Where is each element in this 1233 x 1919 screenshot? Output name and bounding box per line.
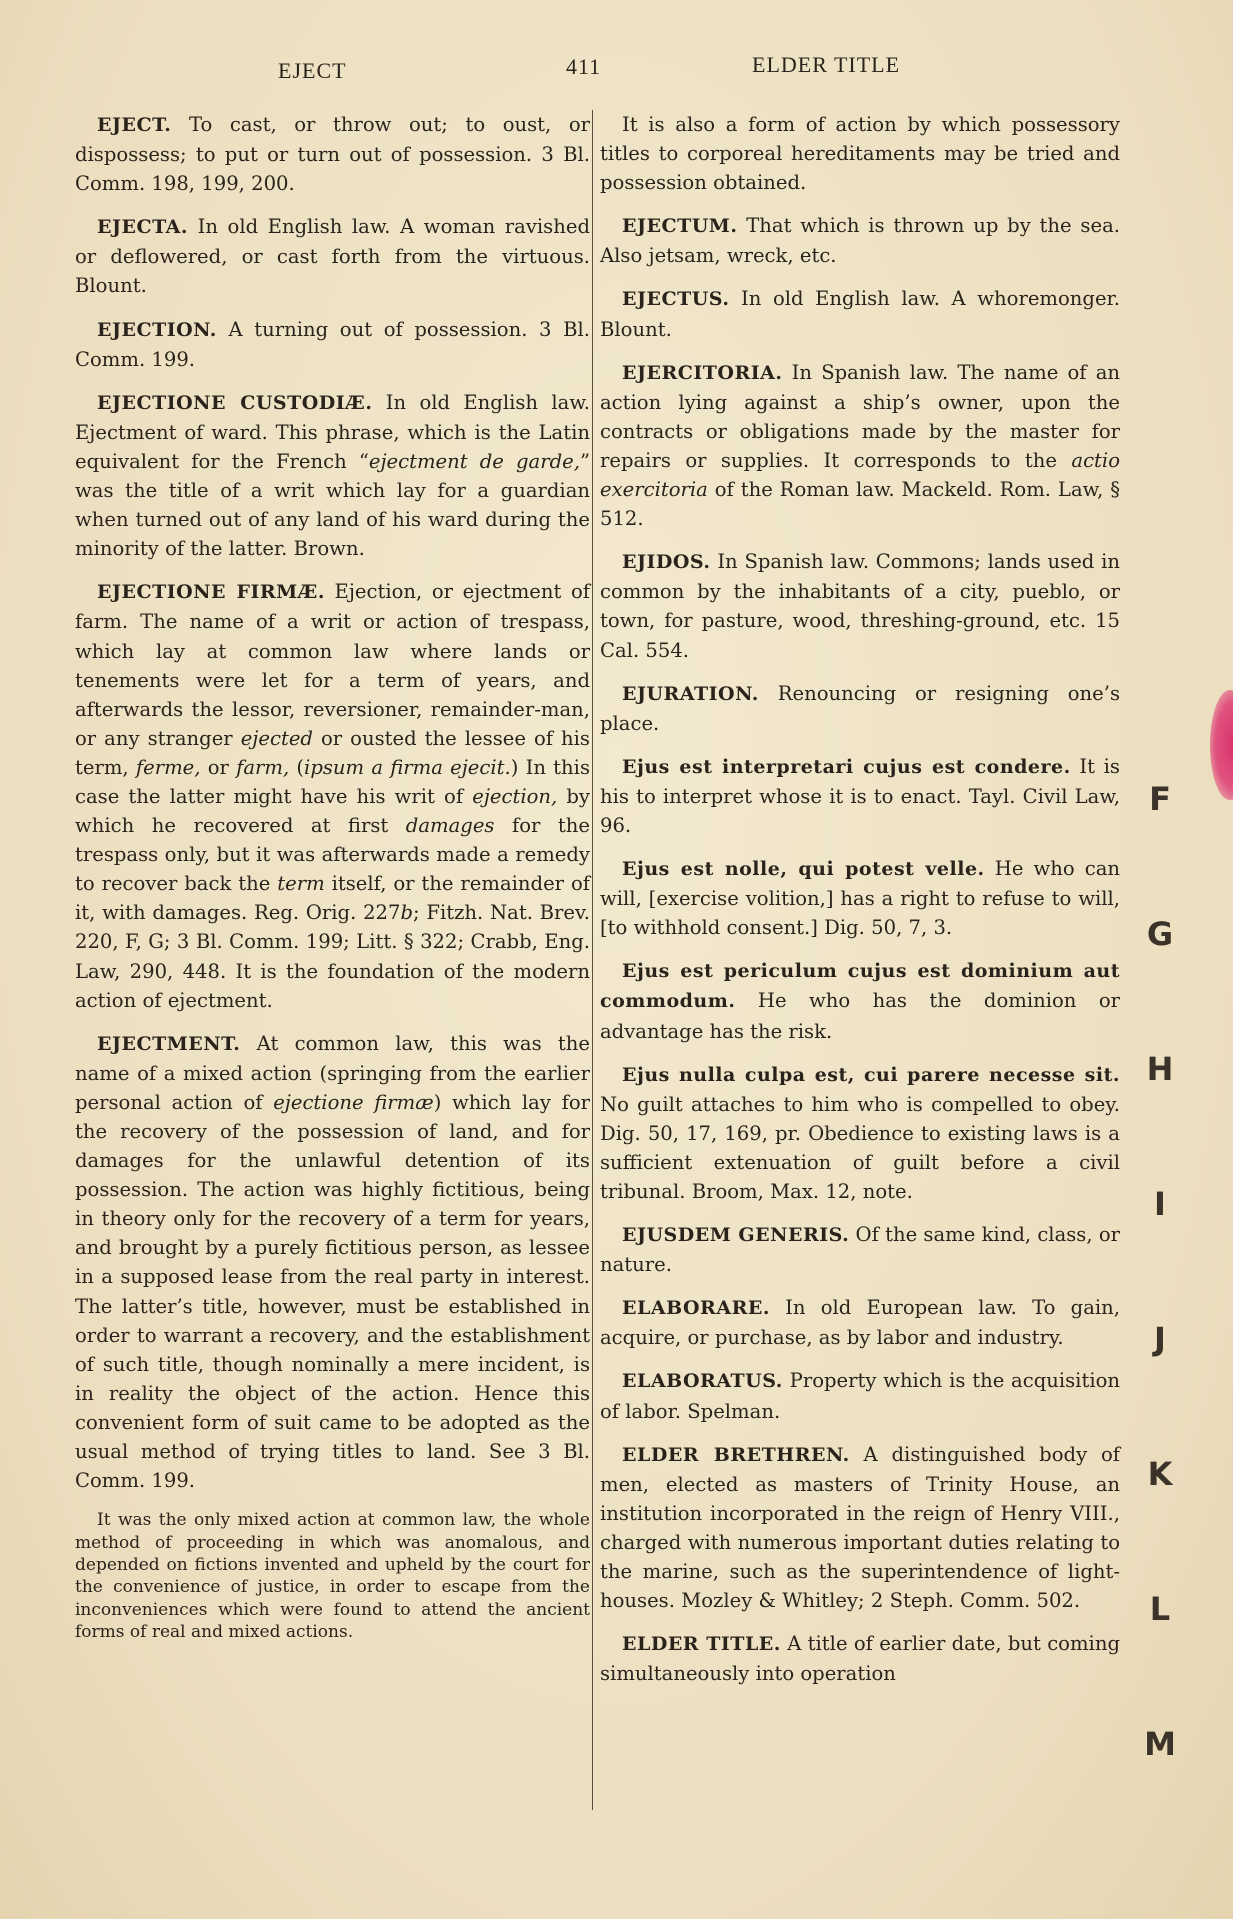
entry-italic-text: damages	[405, 814, 495, 838]
entry-text: In old English law. Ejectment of ward. This phrase, which is the Latin equivalent for the French “	[75, 390, 590, 473]
entry-headword: EJECTA.	[97, 216, 189, 239]
dictionary-entry	[600, 547, 1120, 664]
entry-text: It is his to interpret whose it is to enact. Tayl. Civil Law, 96.	[600, 754, 1120, 837]
entry-headword: EJECTUS.	[622, 288, 730, 311]
entry-text: That which is thrown up by the sea. Also jetsam, wreck, etc.	[600, 214, 1120, 268]
dictionary-entry	[600, 1060, 1120, 1206]
dictionary-entry	[600, 1629, 1120, 1688]
entry-headword: Ejus est interpretari cujus est condere.	[622, 755, 1071, 778]
entry-headword: EJECT.	[97, 114, 172, 136]
entry-text: A title of earlier date, but coming simultaneously into operation	[600, 1632, 1120, 1686]
dictionary-entry	[600, 1220, 1120, 1279]
dictionary-entry	[75, 1029, 590, 1496]
dictionary-entry	[600, 1293, 1120, 1352]
entry-text: of the Roman law. Mackeld. Rom. Law, § 512.	[600, 478, 1120, 531]
entry-italic-text: term	[277, 872, 325, 896]
entry-text: (	[289, 755, 305, 779]
entry-italic-text: ejection,	[472, 784, 558, 808]
entry-text: In Spanish law. The name of an action lying against a ship’s owner, upon the contracts or obligations made by the master for repairs or supplies. It corresponds to the	[600, 360, 1120, 472]
left-column	[75, 110, 590, 1644]
entry-text: He who has the dominion or advantage has the risk.	[600, 989, 1120, 1043]
entry-text: itself, or the remainder of it, with damages. Reg. Orig. 227	[75, 872, 590, 925]
entry-headword: EJERCITORIA.	[622, 361, 783, 384]
dictionary-entry	[600, 284, 1120, 343]
ejectment-note: It was the only mixed action at common law, the whole method of proceeding in which was anomalous, and depended on fictions invented and upheld by the court for the convenience of justice, in order to escape from the inconveniences which were found to attend the ancient forms of real and mixed actions.	[75, 1510, 590, 1643]
entry-italic-text: actio exercitoria	[600, 448, 1120, 502]
header-right-guideword: ELDER TITLE	[752, 52, 901, 77]
dictionary-entry	[75, 212, 590, 300]
entry-headword: Ejus est nolle, qui potest velle.	[622, 858, 985, 881]
entry-headword: ELDER BRETHREN.	[622, 1443, 850, 1466]
ink-stain	[1210, 690, 1233, 800]
running-header	[0, 52, 1233, 82]
entry-text: or	[200, 755, 237, 779]
entry-text: No guilt attaches to him who is compelled to obey. Dig. 50, 17, 169, pr. Obedience to existing laws is a sufficient extenuation of guilt before a civil tribunal. Broom, Max. 12, note.	[600, 1092, 1120, 1203]
dictionary-entry	[600, 854, 1120, 942]
entry-text: for the trespass only, but it was afterwards made a remedy to recover back the	[75, 814, 590, 896]
entry-text: At common law, this was the name of a mixed action (springing from the earlier personal action of	[75, 1031, 590, 1114]
entry-text: Property which is the acquisition of labor. Spelman.	[600, 1369, 1120, 1423]
thumb-index-letter: M	[1144, 1725, 1176, 1763]
entry-italic-text: b	[400, 901, 414, 925]
entry-headword: EJECTIONE FIRMÆ.	[97, 581, 325, 604]
entry-headword: EJECTMENT.	[97, 1032, 241, 1055]
entry-headword: EJURATION.	[622, 682, 759, 705]
dictionary-entry	[600, 358, 1120, 534]
entry-italic-text: ejected	[240, 726, 313, 750]
column-divider	[592, 110, 593, 1810]
entry-italic-text: ejectment de garde,	[368, 449, 580, 473]
entry-text: Of the same kind, class, or nature.	[600, 1223, 1121, 1277]
dictionary-entry	[600, 956, 1120, 1045]
entry-text: ” was the title of a writ which lay for a guardian when turned out of any land of his ward during the minority of the latter. Brown.	[75, 449, 590, 561]
thumb-index-letter: L	[1149, 1590, 1171, 1628]
entry-headword: EJUSDEM GENERIS.	[622, 1224, 850, 1247]
entry-text: In old English law. A woman ravished or deflowered, or cast forth from the virtuous. Blount.	[75, 215, 590, 298]
thumb-index-letter: I	[1154, 1185, 1166, 1223]
entry-text: In old European law. To gain, acquire, or purchase, as by labor and industry.	[600, 1296, 1120, 1350]
dictionary-entry	[75, 388, 590, 564]
thumb-index-letter: J	[1154, 1320, 1166, 1358]
dictionary-entry	[600, 211, 1120, 270]
entry-headword: EJECTUM.	[622, 215, 738, 238]
thumb-index-letter: G	[1146, 915, 1174, 953]
entry-italic-text: ferme,	[135, 755, 201, 779]
entry-text: ) In this case the latter might have his writ of	[75, 755, 590, 808]
entry-text: A turning out of possession. 3 Bl. Comm. 199.	[75, 317, 590, 371]
entry-headword: ELABORATUS.	[622, 1370, 783, 1393]
dictionary-entry	[75, 315, 590, 374]
entry-headword: ELDER TITLE.	[622, 1633, 781, 1656]
entry-text: To cast, or throw out; to oust, or dispossess; to put or turn out of possession. 3 Bl. Comm. 198, 199, 200.	[75, 113, 590, 196]
entry-text: He who can will, [exercise volition,] has a right to refuse to will, [to withhold consent.] Dig. 50, 7, 3.	[600, 857, 1120, 940]
entry-headword: EJECTIONE CUSTODIÆ.	[97, 391, 373, 414]
entry-text: by which he recovered at first	[75, 784, 590, 838]
entry-text: Renouncing or resigning one’s place.	[600, 681, 1120, 735]
thumb-index-letter: H	[1146, 1050, 1174, 1088]
entry-text: Ejection, or ejectment of farm. The name of a writ or action of trespass, which lay at common law where lands or tenements were let for a term of years, and afterwards the lessor, reversioner, remainder-man, or any stranger	[75, 580, 590, 750]
entry-text: In Spanish law. Commons; lands used in common by the inhabitants of a city, pueblo, or town, for pasture, wood, threshing-ground, etc. 15 Cal. 554.	[600, 550, 1120, 662]
entry-italic-text: ipsum a firma ejecit.	[304, 755, 511, 779]
thumb-index-letter: F	[1149, 780, 1171, 818]
header-left-guideword: EJECT	[278, 58, 347, 83]
entry-continuation: It is also a form of action by which possessory titles to corporeal hereditaments may be tried and possession obtained.	[600, 113, 1120, 195]
entry-text: In old English law. A whoremonger. Blount.	[600, 287, 1120, 341]
dictionary-entry	[600, 752, 1120, 840]
entry-headword: Ejus est periculum cujus est dominium aut commodum.	[600, 960, 1120, 1013]
entry-headword: EJIDOS.	[622, 551, 711, 574]
dictionary-entry	[600, 1366, 1120, 1425]
entry-text: ; Fitzh. Nat. Brev. 220, F, G; 3 Bl. Comm. 199; Litt. § 322; Crabb, Eng. Law, 290, 448. It is the foundation of the modern action of ejectment.	[75, 901, 590, 1012]
dictionary-entry	[600, 679, 1120, 738]
right-column	[600, 110, 1120, 1702]
dictionary-entry	[75, 577, 590, 1014]
thumb-index-letter: K	[1147, 1455, 1173, 1493]
entry-text: ) which lay for the recovery of the possession of land, and for damages for the unlawful detention of its possession. The action was highly fictitious, being in theory only for the recovery of a term for years, and brought by a purely fictitious person, as lessee in a supposed lease from the real party in interest. The latter’s title, however, must be established in order to warrant a recovery, and the establishment of such title, though nominally a mere incident, is in reality the object of the action. Hence this convenient form of suit came to be adopted as the usual method of trying titles to land. See 3 Bl. Comm. 199.	[75, 1090, 591, 1493]
entry-italic-text: farm,	[236, 755, 290, 779]
entry-headword: ELABORARE.	[622, 1297, 770, 1320]
entry-headword: EJECTION.	[97, 318, 217, 341]
entry-headword: Ejus nulla culpa est, cui parere necesse sit.	[622, 1063, 1120, 1086]
entry-text: or ousted the lessee of his term,	[75, 726, 590, 779]
dictionary-entry	[75, 110, 590, 198]
entry-italic-text: ejectione firmæ	[273, 1090, 434, 1114]
page-number: 411	[566, 54, 602, 79]
dictionary-entry	[600, 1440, 1120, 1616]
entry-text: A distinguished body of men, elected as masters of Trinity House, an institution incorporated in the reign of Henry VIII., charged with numerous important duties relating to the marine, such as the superintendence of light-houses. Mozley & Whitley; 2 Steph. Comm. 502.	[600, 1442, 1120, 1613]
